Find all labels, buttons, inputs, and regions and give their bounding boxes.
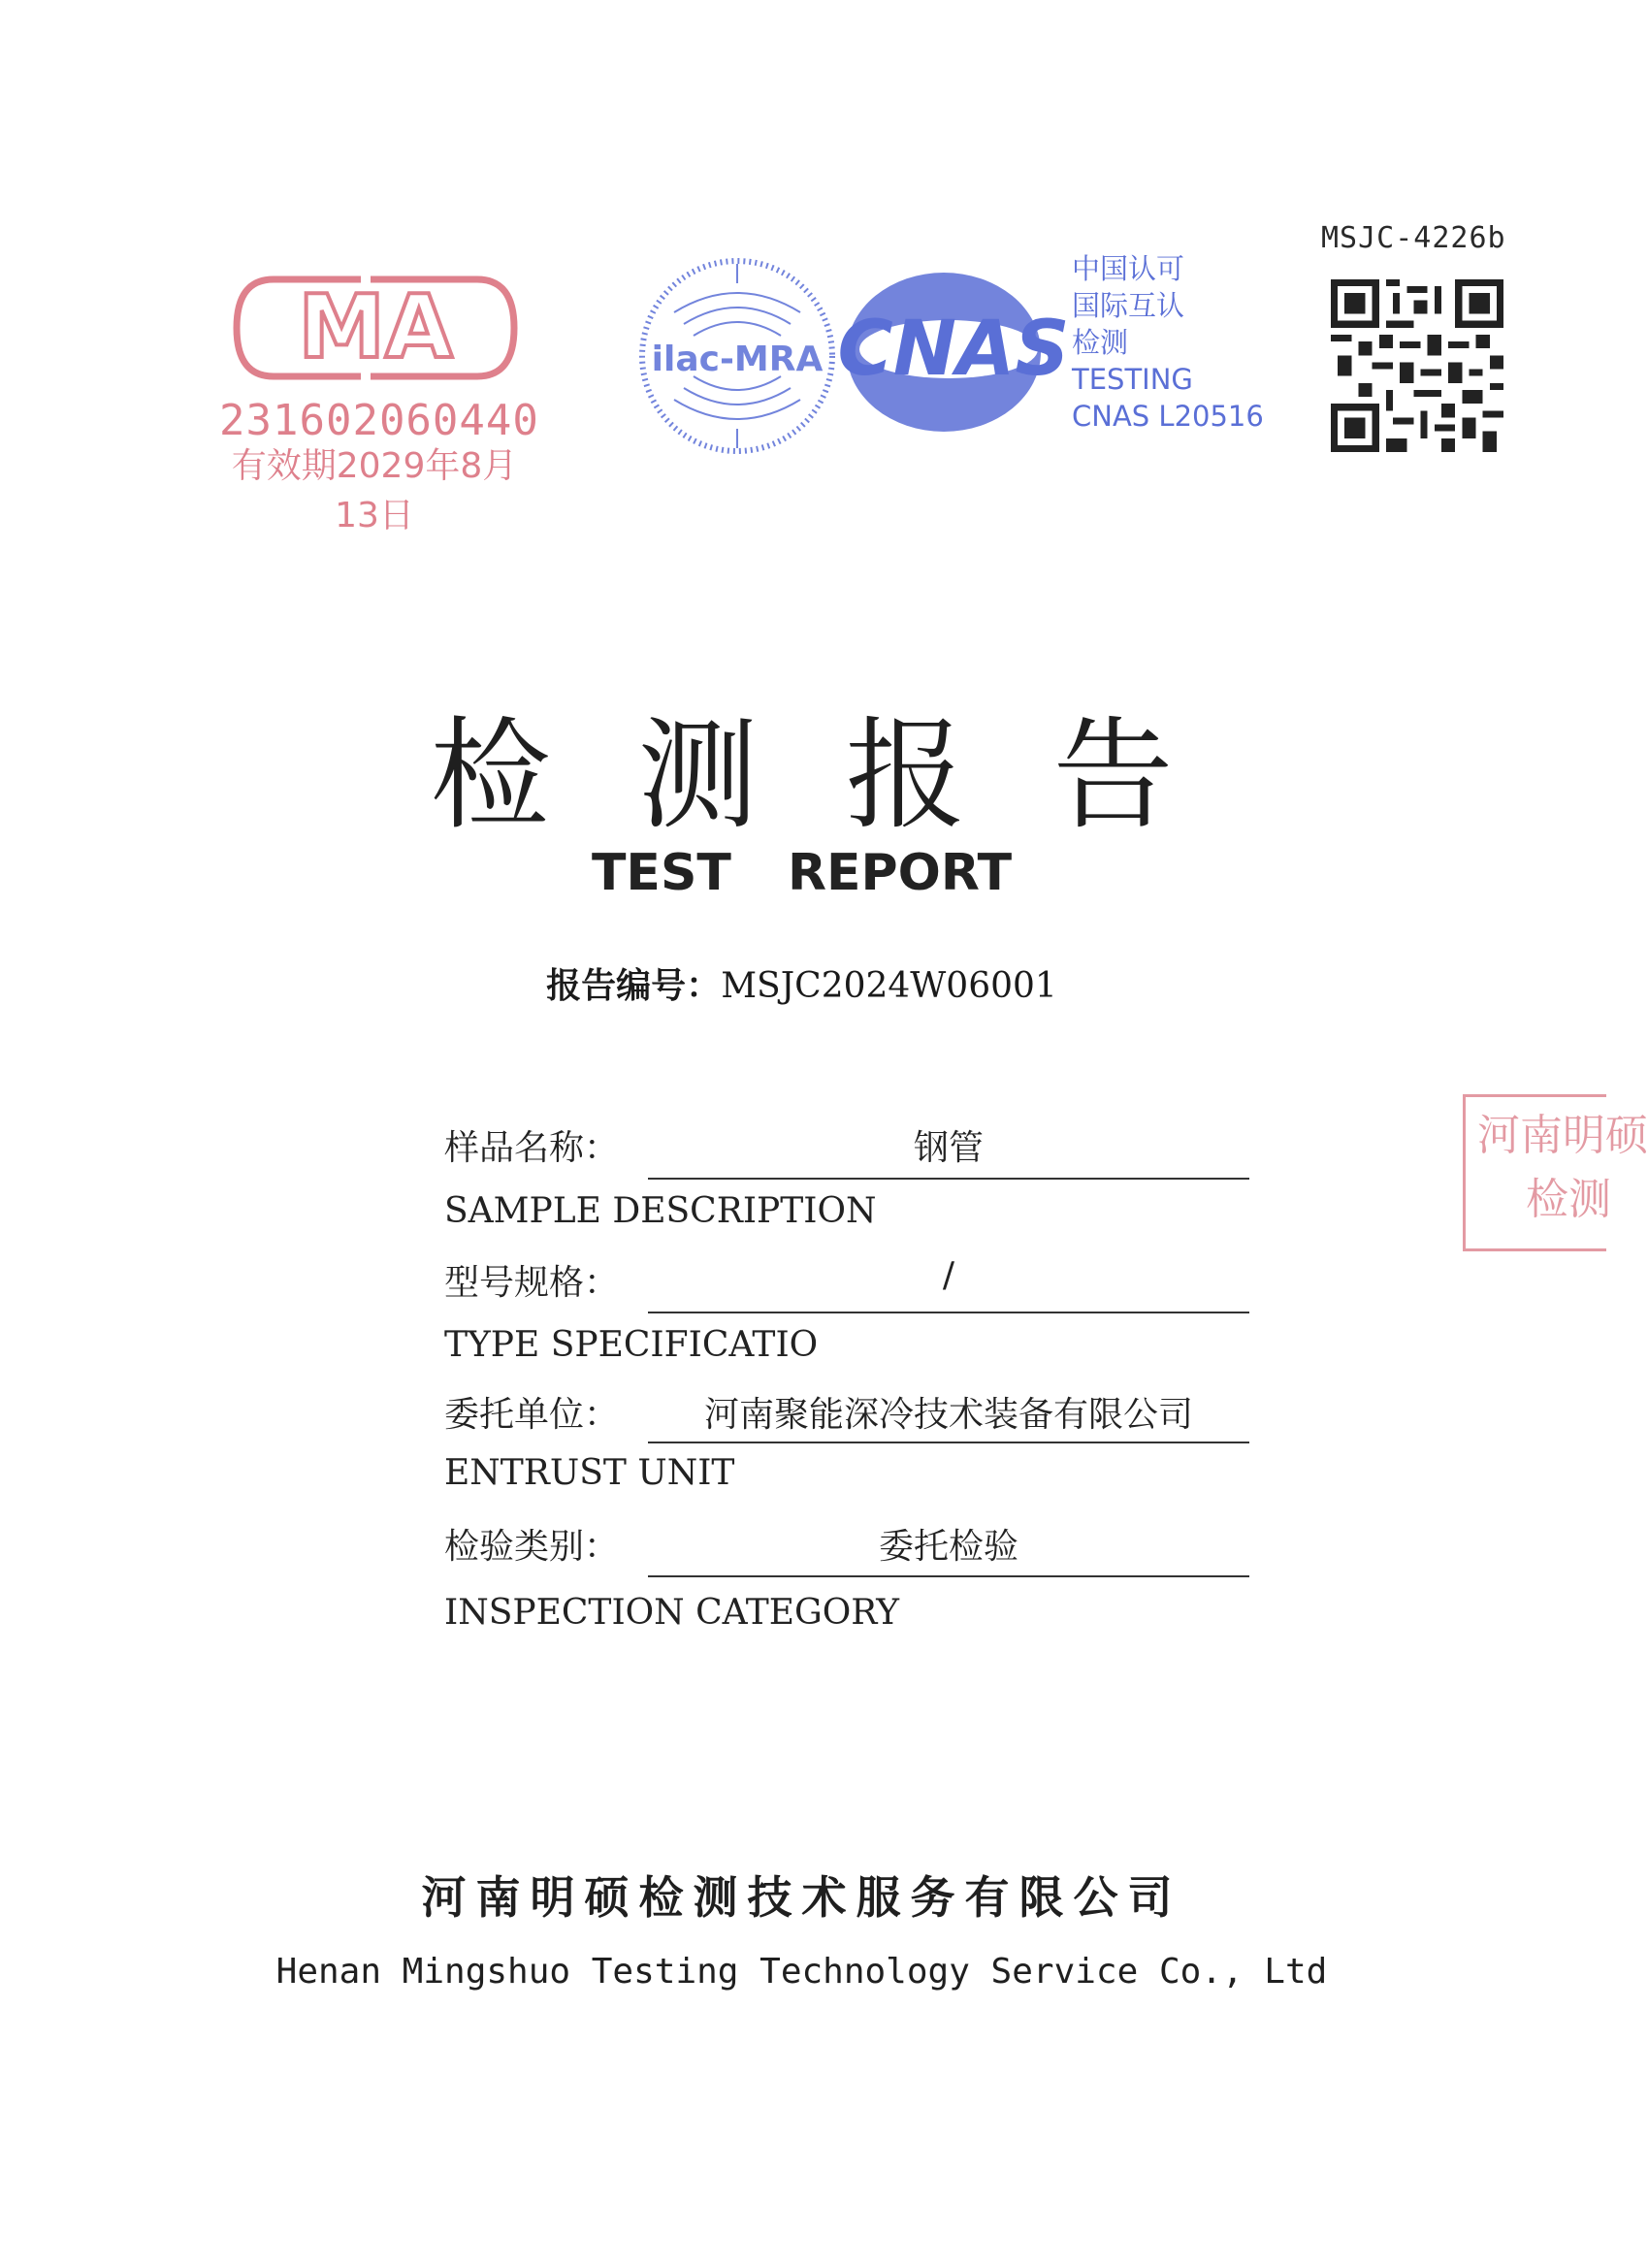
cnas-line: 检测	[1072, 326, 1129, 359]
svg-text:MA: MA	[298, 276, 453, 378]
seal-line: 河南明硕	[1477, 1111, 1648, 1160]
field-underline	[648, 1575, 1249, 1577]
report-number	[0, 958, 1603, 1008]
cma-stamp	[215, 260, 539, 535]
qr-code-icon[interactable]	[1331, 279, 1503, 452]
field-label-entrust-unit-en: ENTRUST UNIT	[444, 1453, 735, 1493]
field-label-type-spec: 型号规格：	[444, 1263, 620, 1303]
title-en-word: TEST	[591, 844, 731, 902]
cnas-line: TESTING	[1072, 363, 1193, 396]
cnas-accreditation-text	[1072, 250, 1264, 435]
field-underline	[648, 1178, 1249, 1180]
cnas-logo-icon	[837, 260, 1070, 444]
seal-line: 检测	[1526, 1175, 1611, 1224]
cma-logo-icon	[215, 260, 535, 405]
cma-validity: 有效期2029年8月13日	[231, 446, 518, 535]
svg-text:CNAS: CNAS	[837, 306, 1070, 393]
field-value-type-spec: /	[942, 1255, 955, 1295]
cnas-line: 中国认可	[1072, 252, 1185, 285]
field-underline	[648, 1442, 1249, 1443]
document-code: MSJC-4226b	[1321, 221, 1506, 255]
title-en-word: REPORT	[787, 844, 1013, 902]
company-name-cn: 河南明硕检测技术服务有限公司	[421, 1871, 1182, 1924]
field-label-inspection-category-en: INSPECTION CATEGORY	[444, 1593, 900, 1633]
field-value-entrust-unit: 河南聚能深冷技术装备有限公司	[703, 1395, 1193, 1435]
page-title-en	[0, 844, 1603, 902]
cnas-line: 国际互认	[1072, 289, 1185, 322]
svg-text:ilac-MRA: ilac-MRA	[651, 340, 824, 379]
company-seal-stamp	[1463, 1094, 1648, 1251]
ilac-mra-logo-icon	[635, 254, 839, 458]
field-label-inspection-category: 检验类别：	[444, 1527, 620, 1567]
cnas-line: CNAS L20516	[1072, 400, 1264, 433]
field-underline	[648, 1312, 1249, 1313]
field-value-inspection-category: 委托检验	[878, 1527, 1018, 1567]
report-number-label: 报告编号：	[546, 966, 722, 1006]
page-title-cn: 检测报告	[430, 706, 1261, 846]
field-label-type-spec-en: TYPE SPECIFICATIO	[444, 1325, 819, 1365]
field-label-entrust-unit: 委托单位：	[444, 1395, 620, 1435]
cma-number: 231602060440	[219, 396, 539, 445]
field-label-sample-name: 样品名称：	[444, 1128, 620, 1168]
company-name-en: Henan Mingshuo Testing Technology Service Co., Ltd	[275, 1952, 1328, 1992]
report-number-value: MSJC2024W06001	[721, 966, 1057, 1006]
field-value-sample-name: 钢管	[913, 1128, 984, 1168]
field-label-sample-description-en: SAMPLE DESCRIPTION	[444, 1191, 877, 1231]
